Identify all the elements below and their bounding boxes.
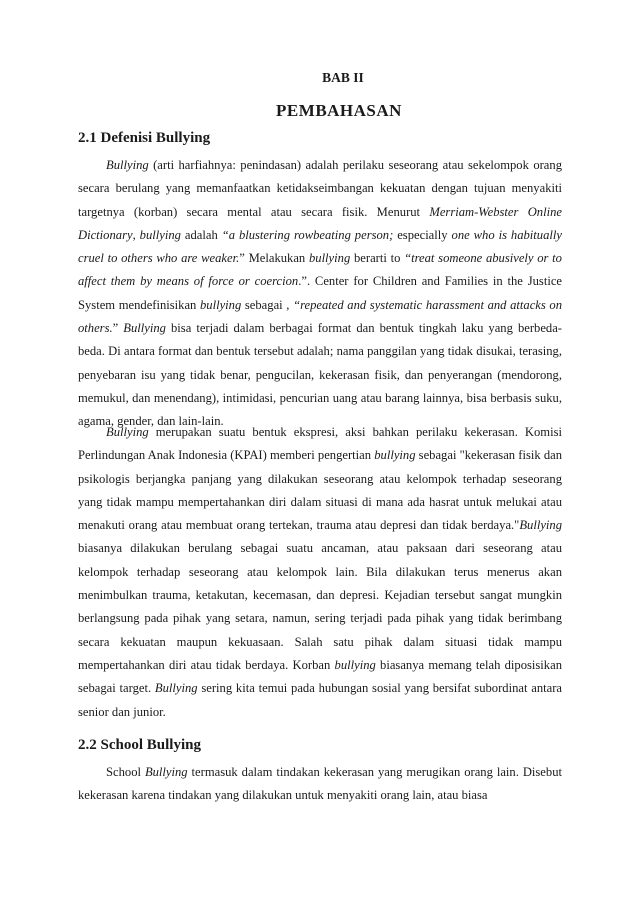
paragraph-definisi-2: Bullying merupakan suatu bentuk ekspresi, aksi bahkan perilaku kekerasan. Komisi Perlindungan Anak Indonesia (KPAI) memberi pengertian bullying sebagai "kekerasan fisik dan psikologis berjangka panjang yang dilakukan seseorang atau kelompok terhadap seseorang yang tidak mampu mempertahankan diri dalam situasi di mana ada hasrat untuk melukai atau menakuti orang atau membuat orang tertekan, trauma atau depresi dan tidak berdaya."Bullying biasanya dilakukan berulang sebagai suatu ancaman, atau paksaan dari seseorang atau kelompok terhadap seseorang atau kelompok lain. Bila dilakukan terus menerus akan menimbulkan trauma, ketakutan, kecemasan, dan depresi. Kejadian tersebut sangat mungkin berlangsung pada pihak yang setara, namun, sering terjadi pada pihak yang tidak berimbang secara kekuatan maupun kekuasaan. Salah satu pihak dalam situasi tidak mampu mempertahankan diri atau tidak berdaya. Korban bullying biasanya memang telah diposisikan sebagai target. Bullying sering kita temui pada hubungan sosial yang bersifat subordinat antara senior dan junior. — [78, 425, 563, 719]
paragraph-school-bullying-1: School Bullying termasuk dalam tindakan kekerasan yang merugikan orang lain. Disebut kekerasan karena tindakan yang dilakukan untuk menyakiti orang lain, atau biasa — [78, 765, 562, 803]
section-heading-school-bullying: 2.2 School Bullying — [78, 737, 201, 753]
chapter-title: PEMBAHASAN — [276, 101, 402, 120]
chapter-label: BAB II — [322, 70, 364, 85]
paragraph-definisi-1: Bullying (arti harfiahnya: penindasan) adalah perilaku seseorang atau sekelompok orang secara berulang yang memanfaatkan ketidakseimbangan kekuatan dengan tujuan menyakiti targetnya (korban) secara mental atau secara fisik. Menurut Merriam-Webster Online Dictionary, bullying adalah “a blustering rowbeating person; especially one who is habitually cruel to others who are weaker.” Melakukan bullying berarti to “treat someone abusively or to affect them by means of force or coercion.”. Center for Children and Families in the Justice System mendefinisikan bullying sebagai , “repeated and systematic harassment and attacks on others.” Bullying bisa terjadi dalam berbagai format dan bentuk tingkah laku yang berbeda-beda. Di antara format dan bentuk tersebut adalah; nama panggilan yang tidak disukai, terasing, penyebaran isu yang tidak benar, pengucilan, kekerasan fisik, dan penyerangan (mendorong, memukul, dan menendang), intimidasi, pencurian uang atau barang lainnya, bisa berbasis suku, agama, gender, dan lain-lain. — [78, 158, 562, 429]
section-heading-definisi: 2.1 Defenisi Bullying — [78, 130, 211, 146]
